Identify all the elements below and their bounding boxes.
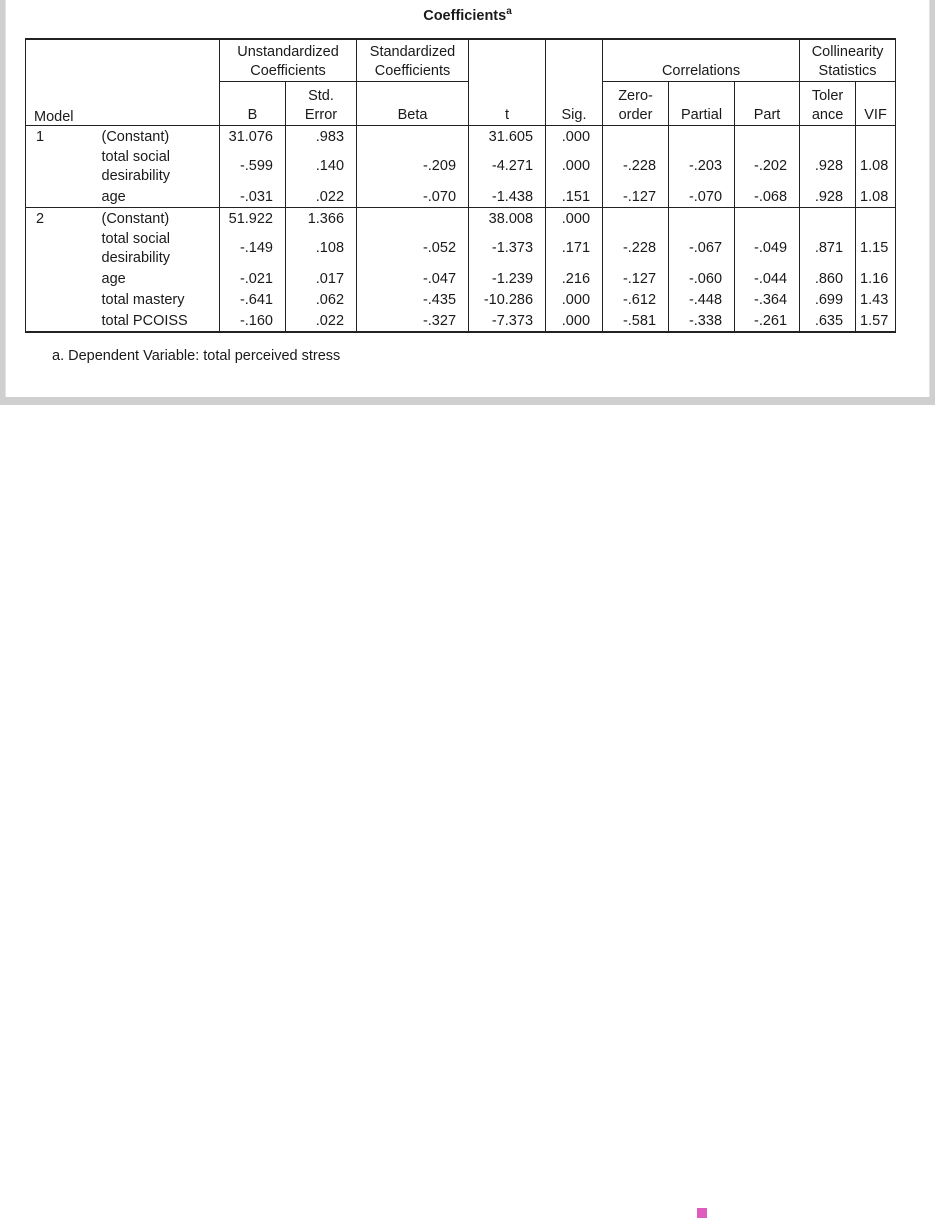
header-vif: VIF [856, 82, 896, 126]
cell-vif: 1.57 [856, 310, 896, 332]
cell-part: -.202 [735, 147, 800, 186]
cell-se: .140 [286, 147, 357, 186]
cell-t: -1.239 [469, 268, 546, 289]
header-unstandardized: Unstandardized Coefficients [220, 39, 357, 82]
cell-b: -.160 [220, 310, 286, 332]
cell-sig: .000 [546, 126, 603, 148]
cell-b: -.021 [220, 268, 286, 289]
cell-partial: -.060 [669, 268, 735, 289]
header-sig: Sig. [546, 39, 603, 126]
cell-se: .017 [286, 268, 357, 289]
cell-tol: .871 [800, 229, 856, 268]
row-label: age [101, 270, 126, 287]
cell-se: .062 [286, 289, 357, 310]
cell-vif: 1.16 [856, 268, 896, 289]
cell-beta [357, 126, 469, 148]
cell-vif [856, 208, 896, 230]
cell-vif: 1.15 [856, 229, 896, 268]
cell-b: -.031 [220, 186, 286, 208]
header-standardized: Standardized Coefficients [357, 39, 469, 82]
cell-partial: -.338 [669, 310, 735, 332]
cell-sig: .000 [546, 310, 603, 332]
table-footnote: a. Dependent Variable: total perceived stress [52, 348, 341, 364]
cell-t: 31.605 [469, 126, 546, 148]
cell-sig: .151 [546, 186, 603, 208]
cell-partial [669, 208, 735, 230]
cell-sig: .000 [546, 289, 603, 310]
header-row-1 [26, 39, 896, 82]
table-row [26, 289, 896, 310]
header-zero-order: Zero- order [603, 82, 669, 126]
cell-tol [800, 126, 856, 148]
cell-part: -.261 [735, 310, 800, 332]
header-part: Part [735, 82, 800, 126]
cell-beta: -.070 [357, 186, 469, 208]
cell-t: 38.008 [469, 208, 546, 230]
cell-vif: 1.43 [856, 289, 896, 310]
coefficients-table [25, 38, 896, 333]
cell-se: 1.366 [286, 208, 357, 230]
cell-part [735, 126, 800, 148]
model-number [26, 186, 98, 208]
cell-sig: .216 [546, 268, 603, 289]
cell-beta: -.047 [357, 268, 469, 289]
cell-tol: .860 [800, 268, 856, 289]
cell-b: 31.076 [220, 126, 286, 148]
cell-b: -.599 [220, 147, 286, 186]
cell-tol: .699 [800, 289, 856, 310]
cell-part [735, 208, 800, 230]
title-footnote-marker: a [506, 6, 512, 17]
cell-vif [856, 126, 896, 148]
cell-beta: -.435 [357, 289, 469, 310]
cell-partial: -.070 [669, 186, 735, 208]
cell-zero: -.127 [603, 268, 669, 289]
cell-zero [603, 208, 669, 230]
model-number: 1 [26, 126, 98, 148]
cell-b: -.149 [220, 229, 286, 268]
cell-beta [357, 208, 469, 230]
row-label: total mastery [101, 291, 185, 308]
cell-partial: -.203 [669, 147, 735, 186]
table-row [26, 268, 896, 289]
model-number: 2 [26, 208, 98, 230]
table-row [26, 229, 896, 268]
cell-partial: -.067 [669, 229, 735, 268]
cell-zero: -.127 [603, 186, 669, 208]
model-number [26, 229, 98, 268]
model-number [26, 310, 98, 332]
cell-part: -.364 [735, 289, 800, 310]
cell-t: -1.438 [469, 186, 546, 208]
cell-tol: .928 [800, 147, 856, 186]
header-beta: Beta [357, 82, 469, 126]
cell-part: -.044 [735, 268, 800, 289]
row-label: age [101, 188, 126, 205]
header-collinearity: Collinearity Statistics [800, 39, 896, 82]
cell-beta: -.209 [357, 147, 469, 186]
cell-partial: -.448 [669, 289, 735, 310]
cell-t: -4.271 [469, 147, 546, 186]
pink-marker [697, 1208, 707, 1218]
table-row [26, 186, 896, 208]
cell-part: -.068 [735, 186, 800, 208]
row-label: total social desirability [101, 230, 171, 266]
model-number [26, 289, 98, 310]
cell-beta: -.052 [357, 229, 469, 268]
table-row [26, 126, 896, 148]
table-row [26, 147, 896, 186]
cell-partial [669, 126, 735, 148]
cell-zero [603, 126, 669, 148]
cell-se: .022 [286, 186, 357, 208]
row-label: (Constant) [98, 208, 220, 230]
row-label: total PCOISS [98, 310, 220, 332]
model-number [26, 268, 98, 289]
cell-vif: 1.08 [856, 186, 896, 208]
header-correlations: Correlations [603, 39, 800, 82]
cell-sig: .000 [546, 208, 603, 230]
cell-sig: .000 [546, 147, 603, 186]
cell-t: -7.373 [469, 310, 546, 332]
cell-tol: .635 [800, 310, 856, 332]
cell-tol: .928 [800, 186, 856, 208]
cell-sig: .171 [546, 229, 603, 268]
cell-b: 51.922 [220, 208, 286, 230]
row-label: total social desirability [101, 148, 171, 184]
model-number [26, 147, 98, 186]
cell-zero: -.581 [603, 310, 669, 332]
cell-vif: 1.08 [856, 147, 896, 186]
cell-zero: -.228 [603, 147, 669, 186]
header-partial: Partial [669, 82, 735, 126]
cell-se: .022 [286, 310, 357, 332]
header-b: B [220, 82, 286, 126]
header-t: t [469, 39, 546, 126]
header-std-error: Std. Error [286, 82, 357, 126]
table-title-text: Coefficients [423, 7, 507, 24]
cell-beta: -.327 [357, 310, 469, 332]
cell-tol [800, 208, 856, 230]
cell-se: .983 [286, 126, 357, 148]
table-row [26, 208, 896, 230]
row-label: (Constant) [101, 128, 170, 145]
cell-zero: -.612 [603, 289, 669, 310]
cell-se: .108 [286, 229, 357, 268]
cell-t: -1.373 [469, 229, 546, 268]
cell-b: -.641 [220, 289, 286, 310]
cell-zero: -.228 [603, 229, 669, 268]
table-row [26, 310, 896, 332]
cell-part: -.049 [735, 229, 800, 268]
table-title [0, 6, 935, 24]
header-tolerance: Toler ance [800, 82, 856, 126]
header-model: Model [26, 39, 220, 126]
cell-t: -10.286 [469, 289, 546, 310]
